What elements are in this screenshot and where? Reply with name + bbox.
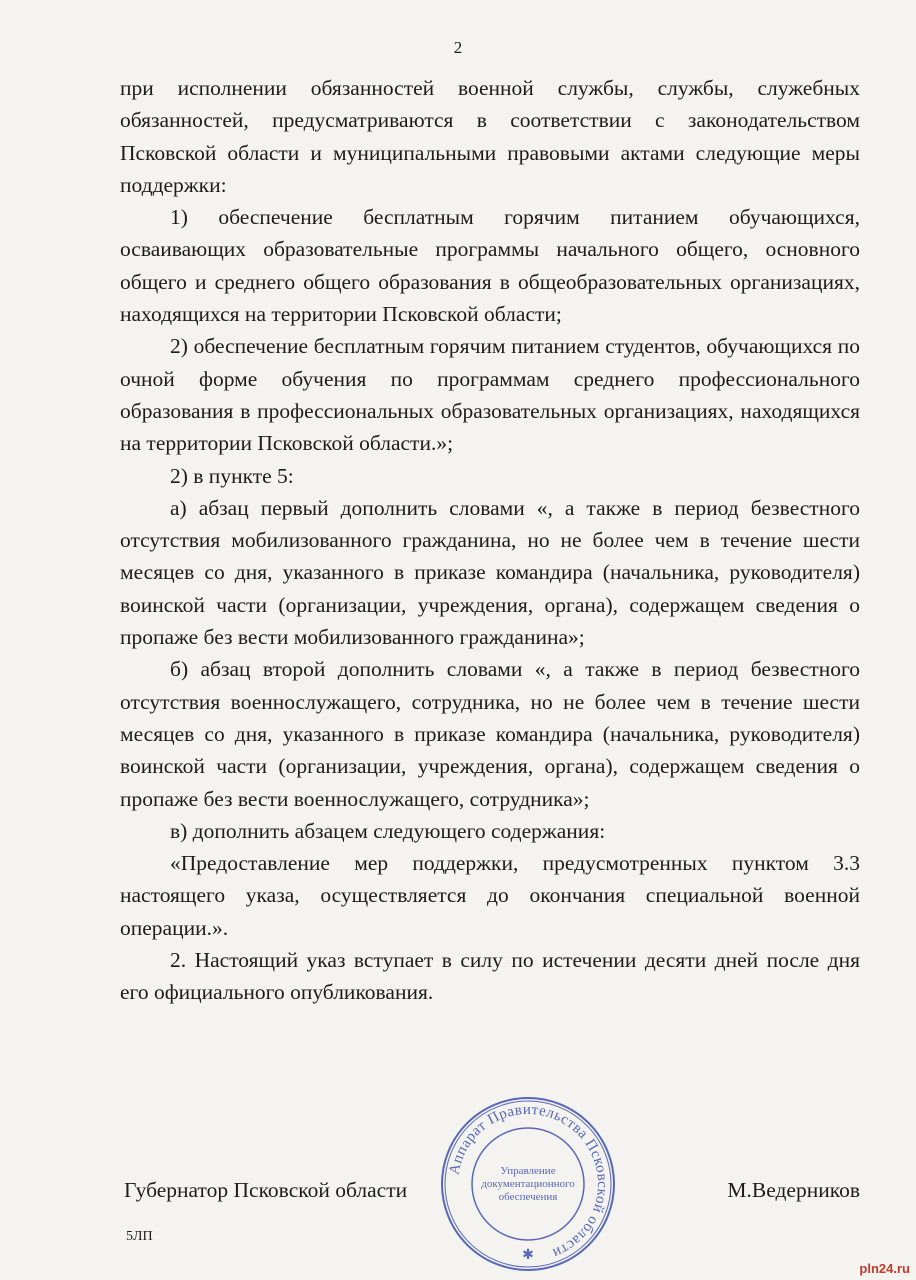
page-number: 2	[453, 38, 463, 57]
paragraph: а) абзац первый дополнить словами «, а также в период безвестного отсутствия мобилизованного гражданина, но не более чем в течение шести месяцев со дня, указанного в приказе командира (начальника, руководителя) воинской части (организации, учреждения, органа), содержащем сведения о пропаже без вести мобилизованного гражданина»;	[120, 495, 860, 650]
paragraph: б) абзац второй дополнить словами «, а также в период безвестного отсутствия военнослужащего, сотрудника, но не более чем в течение шести месяцев со дня, указанного в приказе командира (начальника, руководителя) воинской части (организации, учреждения, органа), содержащем сведения о пропаже без вести военнослужащего, сотрудника»;	[120, 657, 860, 811]
signature-block	[120, 1178, 860, 1212]
stamp-outer-text: Аппарат Правительства Псковской области	[446, 1101, 611, 1262]
paragraph: 2) в пункте 5:	[170, 463, 294, 488]
star-icon: ✱	[522, 1247, 534, 1263]
stamp-inner-line: обеспечения	[498, 1191, 558, 1203]
paragraph: при исполнении обязанностей военной службы, службы, служебных обязанностей, предусматриваются в соответствии с законодательством Псковской области и муниципальными правовыми актами следующие меры поддержки:	[120, 76, 860, 197]
paragraph: 2. Настоящий указ вступает в силу по истечении десяти дней после дня его официального опубликования.	[120, 948, 860, 1005]
site-watermark: pln24.ru	[859, 1261, 910, 1276]
paragraph: 2) обеспечение бесплатным горячим питанием студентов, обучающихся по очной форме обучения по программам среднего профессионального образования в профессиональных образовательных организациях, находящихся на территории Псковской области.»;	[120, 334, 860, 456]
document-body	[120, 72, 860, 1009]
stamp-inner-line: документационного	[481, 1178, 575, 1190]
signatory-position: Губернатор Псковской области	[124, 1178, 408, 1202]
paragraph: «Предоставление мер поддержки, предусмотренных пунктом 3.3 настоящего указа, осуществляется до окончания специальной военной операции.».	[120, 851, 860, 940]
stamp-inner-line: Управление	[500, 1165, 556, 1177]
paragraph: в) дополнить абзацем следующего содержания:	[170, 818, 606, 843]
paragraph: 1) обеспечение бесплатным горячим питанием обучающихся, осваивающих образовательные программы начального общего, основного общего и среднего общего образования в общеобразовательных организациях, находящихся на территории Псковской области;	[120, 205, 860, 327]
signatory-name: М.Ведерников	[727, 1178, 860, 1202]
document-code: 5ЛП	[126, 1229, 153, 1244]
